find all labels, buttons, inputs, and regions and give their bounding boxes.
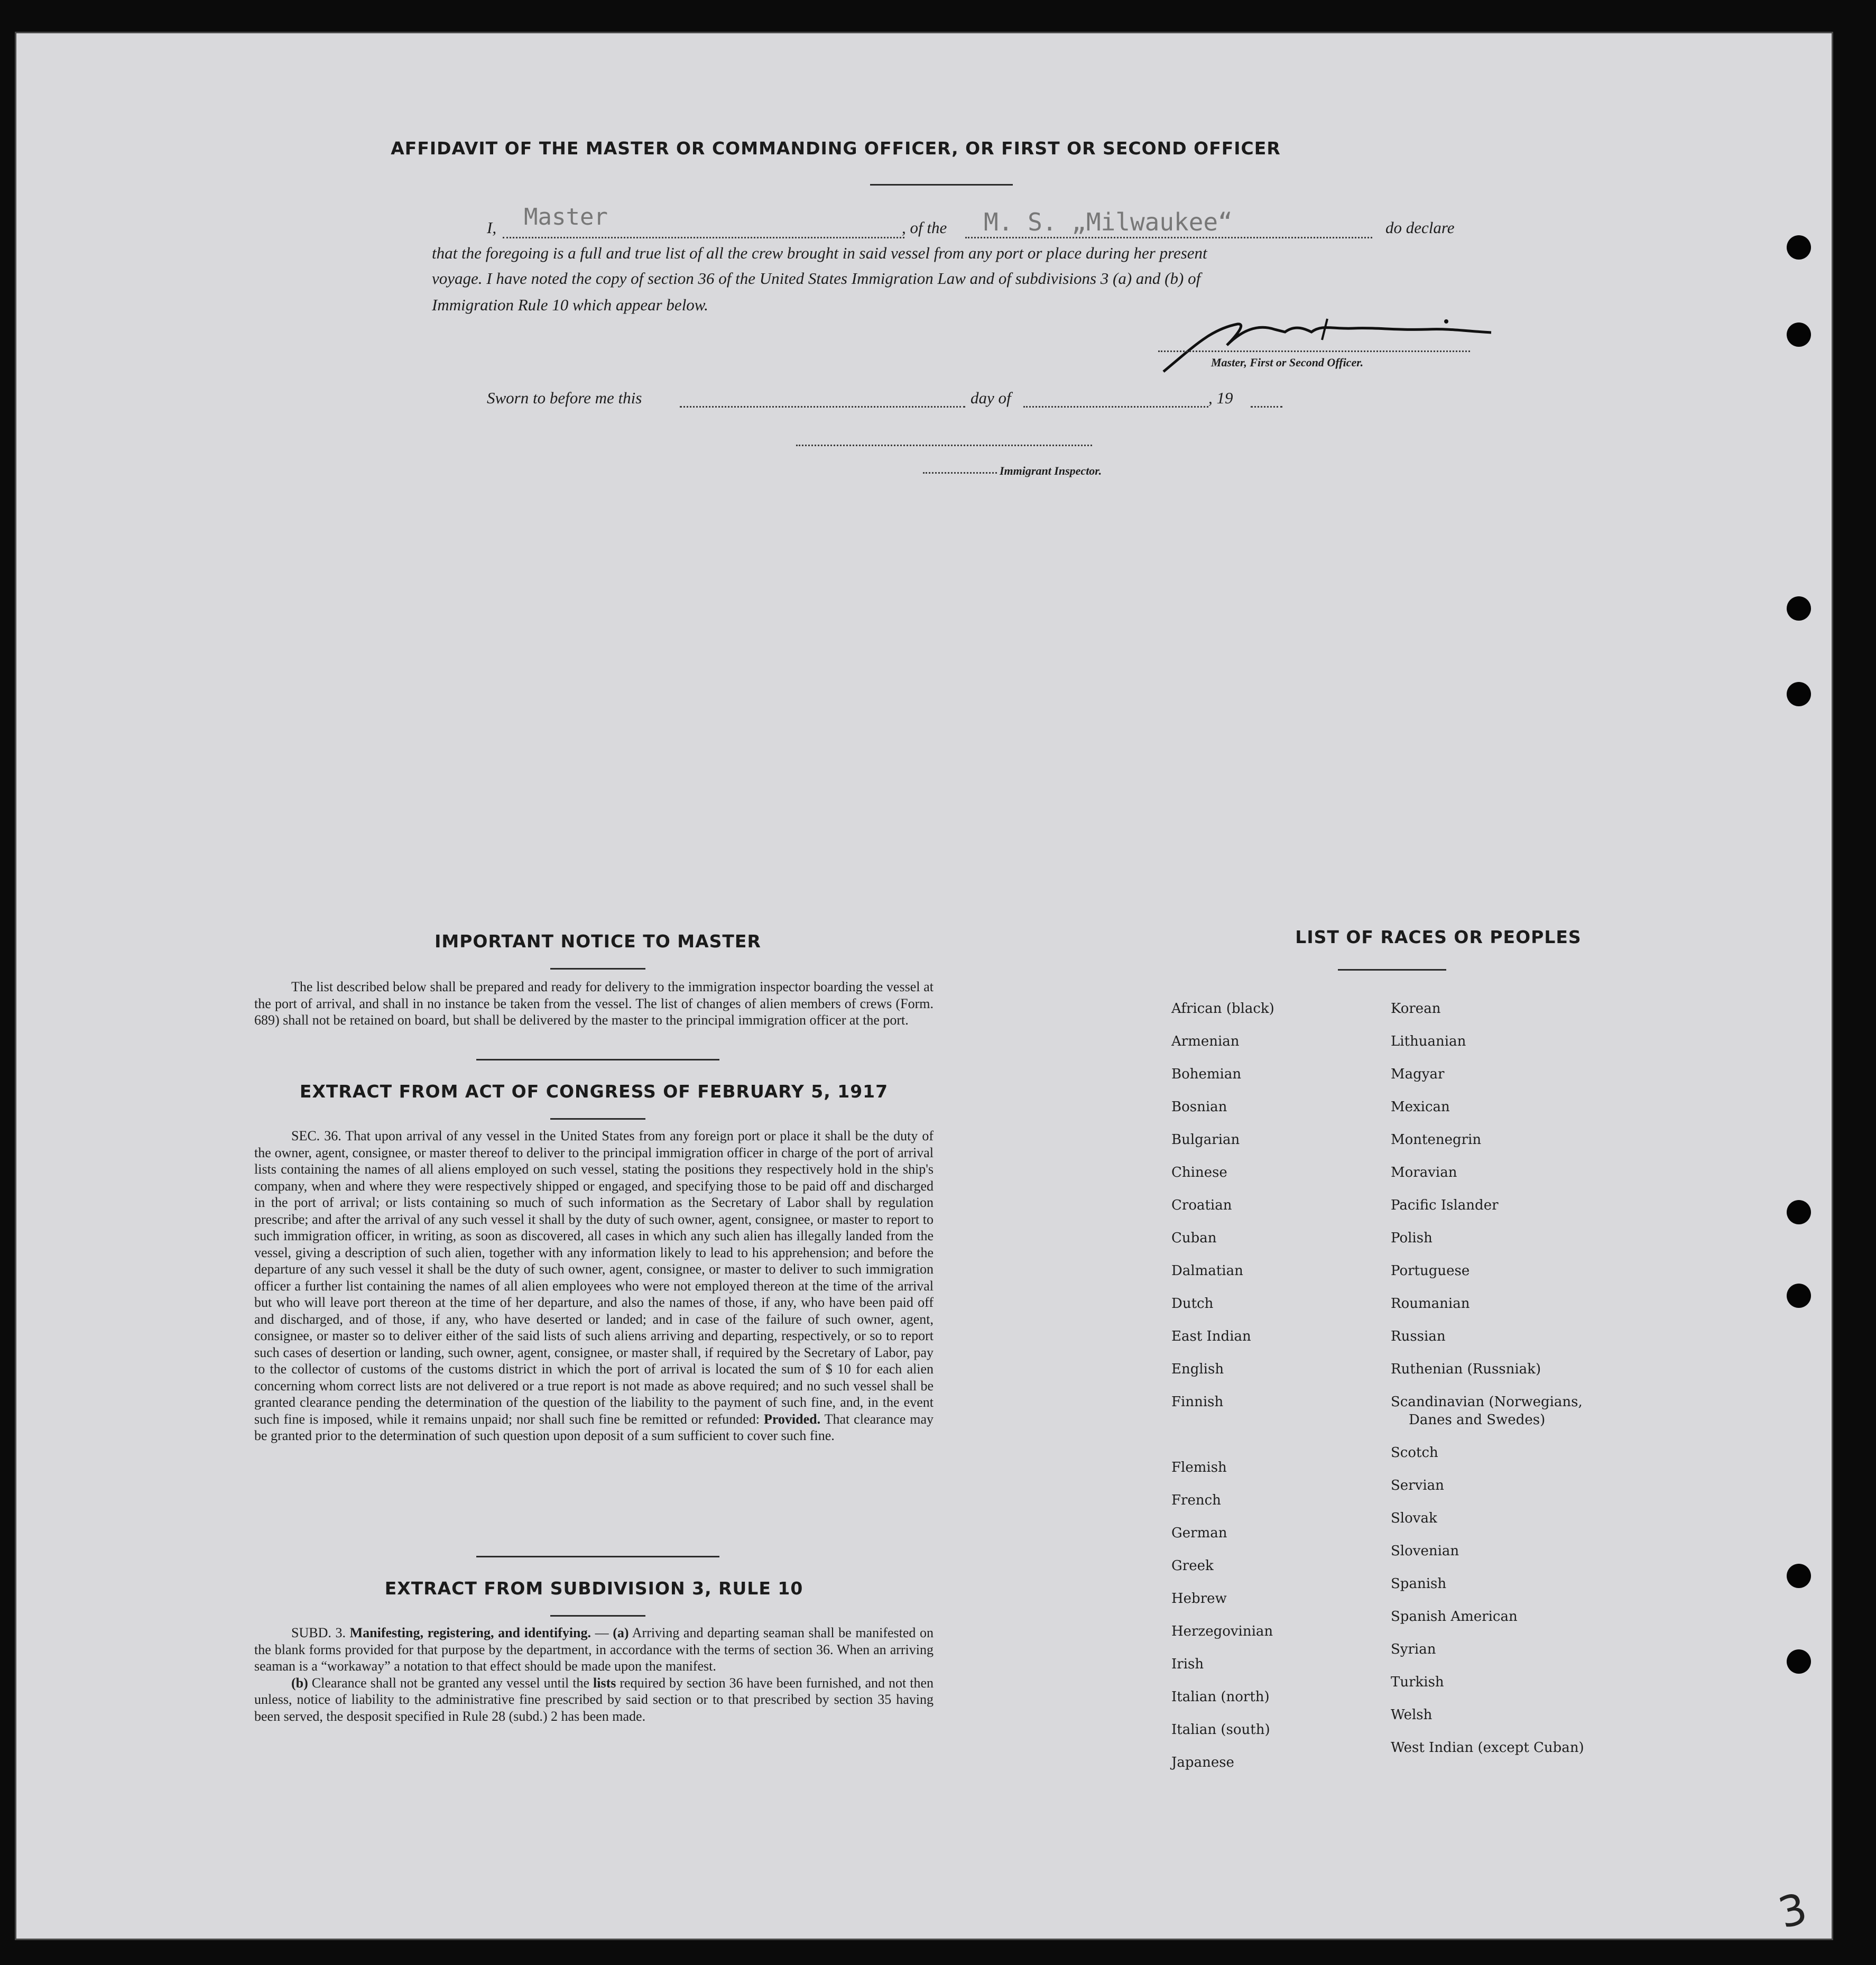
act-rule xyxy=(550,1118,645,1120)
punch-hole xyxy=(1787,1564,1811,1588)
race-left-item: Bohemian xyxy=(1171,1066,1242,1082)
race-right-item: Slovak xyxy=(1391,1510,1437,1526)
signer-caption: Master, First or Second Officer. xyxy=(1211,356,1364,369)
sworn-year-blank xyxy=(1251,406,1282,408)
do-declare-label: do declare xyxy=(1385,218,1455,237)
day-of-label: day of xyxy=(971,389,1011,407)
race-right-item: Syrian xyxy=(1391,1641,1436,1657)
declaration-line-3: voyage. I have noted the copy of section 36 of the United States Immigration Law and of subdivisions 3 (a) and (b) of xyxy=(432,269,1201,288)
signature-line xyxy=(1158,350,1470,352)
race-right-item: Korean xyxy=(1391,1001,1441,1017)
race-left-item: English xyxy=(1171,1361,1224,1377)
affidavit-heading: AFFIDAVIT OF THE MASTER OR COMMANDING OFFICER, OR FIRST OR SECOND OFFICER xyxy=(391,138,1281,159)
section-divider-2 xyxy=(476,1556,719,1557)
notice-rule xyxy=(550,968,645,970)
of-the-label: , of the xyxy=(902,218,947,237)
race-right-item: Spanish xyxy=(1391,1576,1447,1592)
race-left-item: East Indian xyxy=(1171,1329,1251,1344)
punch-hole xyxy=(1787,682,1811,706)
race-right-item: Portuguese xyxy=(1391,1263,1470,1279)
declaration-line-4: Immigration Rule 10 which appear below. xyxy=(432,296,708,314)
race-right-item: Pacific Islander xyxy=(1391,1197,1499,1213)
race-right-item: Russian xyxy=(1391,1329,1446,1344)
sworn-label: Sworn to before me this xyxy=(487,389,642,407)
race-left-item: Italian (north) xyxy=(1171,1689,1270,1705)
race-left-item: Flemish xyxy=(1171,1460,1227,1475)
act-heading: EXTRACT FROM ACT OF CONGRESS OF FEBRUARY 5, 1917 xyxy=(299,1081,889,1102)
races-rule xyxy=(1338,969,1446,971)
race-left-item: Chinese xyxy=(1171,1165,1227,1180)
punch-hole xyxy=(1787,235,1811,260)
race-right-item: Turkish xyxy=(1391,1674,1444,1690)
inspector-line-1 xyxy=(796,445,1092,446)
race-left-item: German xyxy=(1171,1525,1227,1541)
race-right-item: Roumanian xyxy=(1391,1296,1470,1312)
race-right-item: Ruthenian (Russniak) xyxy=(1391,1361,1541,1377)
race-left-item: Cuban xyxy=(1171,1230,1217,1246)
race-left-item: Armenian xyxy=(1171,1034,1240,1049)
race-right-item: West Indian (except Cuban) xyxy=(1391,1740,1584,1756)
punch-hole xyxy=(1787,1200,1811,1224)
race-right-item: Danes and Swedes) xyxy=(1409,1412,1546,1428)
punch-hole xyxy=(1787,596,1811,621)
section-divider-1 xyxy=(476,1059,719,1060)
race-left-item: Italian (south) xyxy=(1171,1722,1270,1738)
notice-heading: IMPORTANT NOTICE TO MASTER xyxy=(435,931,761,952)
race-left-item: Dutch xyxy=(1171,1296,1214,1312)
rank-blank xyxy=(503,237,904,238)
race-right-item: Montenegrin xyxy=(1391,1132,1482,1148)
punch-hole xyxy=(1787,1284,1811,1308)
race-right-item: Mexican xyxy=(1391,1099,1450,1115)
heading-rule xyxy=(870,184,1013,186)
race-left-item: French xyxy=(1171,1492,1221,1508)
act-text: SEC. 36. That upon arrival of any vessel in the United States from any foreign port or place it shall be the duty of the owner, agent, consignee, or master thereof to deliver to the principal immigration officer in charge of the port of arrival lists containing the names of all aliens employed on such vessel, stating the positions they respectively hold in the ship's company, when and where they were respectively shipped or engaged, and specifying those to be paid off and discharged in the port of arrival; or lists containing so much of such information as the Secretary of Labor shall by regulation prescribe; and after the arrival of any such vessel it shall by the duty of such owner, agent, consignee, or master to report to such immigration officer, in writing, as soon as discovered, all cases in which any such alien has illegally landed from the vessel, giving a description of such alien, together with any information likely to lead to his apprehension; and before the departure of any such vessel it shall be the duty of such owner, agent, consignee, or master to deliver to such immigration officer a further list containing the names of all alien employees who were not employed thereon at the time of the arrival but who will leave port thereon at the time of her departure, and also the names of those, if any, who have been paid off and discharged, and of those, if any, who have deserted or landed; and in case of the failure of such owner, agent, consignee, or master so to deliver either of the said lists of such aliens arriving and departing, respectively, or so to report such cases of desertion or landing, such owner, agent, consignee, or master shall, if required by the Secretary of Labor, pay to the collector of customs of the customs district in which the port of arrival is located the sum of $ 10 for each alien concerning whom correct lists are not delivered or a true report is not made as above required; and no such vessel shall be granted clearance pending the determination of the question of the liability to the payment of such fine, and, in the event such fine is imposed, while it remains unpaid; nor shall such fine be remitted or refunded: Provided. That clearance may be granted prior to the determination of such question upon deposit of a sum sufficient to cover such fine. xyxy=(254,1128,934,1443)
rule-heading-rule xyxy=(550,1615,645,1617)
page-number: 3 xyxy=(1773,1883,1813,1939)
race-right-item: Slovenian xyxy=(1391,1543,1459,1559)
inspector-caption: Immigrant Inspector. xyxy=(1000,464,1102,477)
notice-text: The list described below shall be prepared and ready for delivery to the immigration inspector boarding the vessel at the port of arrival, and shall in no instance be taken from the vessel. The list of changes of alien members of crews (Form. 689) shall not be retained on board, but shall be delivered by the master to the principal immigration officer at the port. xyxy=(254,979,934,1028)
punch-hole xyxy=(1787,1649,1811,1674)
race-right-item: Scandinavian (Norwegians, xyxy=(1391,1394,1583,1410)
race-right-item: Moravian xyxy=(1391,1165,1457,1180)
race-left-item: African (black) xyxy=(1171,1001,1274,1017)
filled-rank: Master xyxy=(524,204,608,230)
race-left-item: Herzegovinian xyxy=(1171,1623,1273,1639)
race-right-item: Magyar xyxy=(1391,1066,1445,1082)
inspector-line-2 xyxy=(923,472,997,474)
race-left-item: Japanese xyxy=(1171,1755,1234,1770)
race-right-item: Scotch xyxy=(1391,1445,1438,1461)
race-left-item: Dalmatian xyxy=(1171,1263,1243,1279)
race-left-item: Hebrew xyxy=(1171,1591,1227,1607)
race-right-item: Lithuanian xyxy=(1391,1034,1466,1049)
sworn-month-blank xyxy=(1023,406,1208,408)
races-heading: LIST OF RACES OR PEOPLES xyxy=(1295,927,1582,947)
declaration-line-2: that the foregoing is a full and true list of all the crew brought in said vessel from any port or place during her present xyxy=(432,244,1207,262)
sworn-day-blank xyxy=(680,406,965,408)
race-left-item: Greek xyxy=(1171,1558,1214,1574)
race-right-item: Servian xyxy=(1391,1478,1444,1493)
race-left-item: Bosnian xyxy=(1171,1099,1227,1115)
race-left-item: Irish xyxy=(1171,1656,1204,1672)
punch-hole xyxy=(1787,322,1811,347)
race-right-item: Spanish American xyxy=(1391,1609,1518,1625)
rule-text: SUBD. 3. Manifesting, registering, and identifying. — (a) Arriving and departing seaman shall be manifested on the blank forms provided for that purpose by the department, in accordance with the terms of section 36. When an arriving seaman is a “workaway” a notation to that effect should be made upon the manifest. (b) Clearance shall not be granted any vessel until the lists required by section 36 have been furnished, and not then unless, notice of liability to the administrative fine prescribed by said section or to that prescribed by section 35 having been served, the desposit specified in Rule 28 (subd.) 2 has been made. xyxy=(254,1625,934,1724)
race-left-item: Croatian xyxy=(1171,1197,1232,1213)
race-right-item: Polish xyxy=(1391,1230,1433,1246)
i-label: I, xyxy=(487,218,497,237)
year-label: , 19 xyxy=(1208,389,1233,407)
document-sheet xyxy=(15,32,1833,1940)
race-left-item: Finnish xyxy=(1171,1394,1224,1410)
vessel-blank xyxy=(965,237,1372,238)
race-right-item: Welsh xyxy=(1391,1707,1433,1723)
filled-vessel: M. S. „Milwaukee“ xyxy=(984,208,1233,236)
rule-heading: EXTRACT FROM SUBDIVISION 3, RULE 10 xyxy=(384,1578,803,1599)
race-left-item: Bulgarian xyxy=(1171,1132,1240,1148)
